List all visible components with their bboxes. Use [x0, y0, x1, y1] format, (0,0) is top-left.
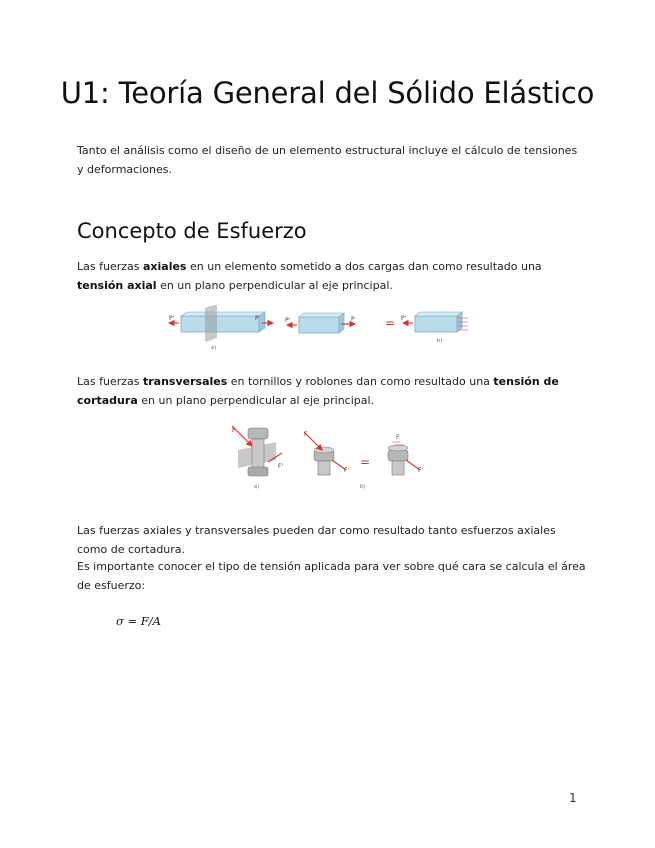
subfigure-label: b) [437, 338, 443, 344]
stress-area-paragraph: Es importante conocer el tipo de tensión aplicada para ver sobre qué cara se calcula el área de esfuerzo: [77, 560, 586, 592]
subfigure-label: a) [211, 345, 217, 351]
stressed-bar-segment [401, 312, 468, 344]
force-label: F [304, 431, 308, 438]
axial-paragraph [77, 258, 587, 295]
force-label: F' [418, 467, 424, 474]
cut-bolt [304, 431, 349, 475]
text-run: en un plano perpendicular al eje principal. [137, 393, 375, 407]
equals-sign: = [360, 455, 371, 469]
force-label: F [396, 434, 400, 441]
text-run: Las fuerzas [77, 260, 143, 273]
shear-force-figure [228, 420, 433, 492]
equals-sign: = [385, 316, 396, 330]
cut-bar-segment [285, 313, 355, 333]
force-label: P [255, 315, 259, 322]
cutting-plane [205, 305, 217, 342]
bold-term-transversales: transversales [142, 375, 228, 388]
force-label: F' [344, 467, 350, 474]
bolt-assembly [232, 426, 283, 490]
transverse-paragraph [77, 373, 587, 410]
page-title: U1: Teoría General del Sólido Elástico [60, 76, 595, 110]
bold-term-tension-axial: tensión axial [77, 278, 157, 292]
text-run: en tornillos y roblones dan como resultado una [227, 375, 494, 388]
force-label: P' [169, 315, 175, 322]
intro-paragraph: Tanto el análisis como el diseño de un elemento estructural incluye el cálculo de tensiones y deformaciones. [77, 144, 578, 176]
page-number: 1 [569, 791, 577, 805]
force-label: F' [278, 463, 284, 470]
text-run: en un elemento sometido a dos cargas dan como resultado una [186, 260, 542, 273]
axial-force-figure [165, 305, 490, 351]
text-run: Las fuerzas [77, 375, 143, 388]
force-label: P' [401, 315, 407, 322]
force-label: P' [285, 317, 291, 324]
section-heading: Concepto de Esfuerzo [77, 219, 307, 243]
bold-term-tension-cortadura: tensión de cortadura [77, 375, 559, 407]
combined-forces-paragraph: Las fuerzas axiales y transversales pueden dar como resultado tanto esfuerzos axiales como de cortadura. [77, 524, 556, 556]
bar-with-plane [169, 305, 273, 351]
force-label: F [232, 427, 236, 434]
subfigure-label: a) [254, 484, 260, 490]
stress-formula: σ = F/A [116, 614, 161, 628]
text-run: en un plano perpendicular al eje principal. [156, 278, 393, 292]
force-label: P [351, 316, 355, 323]
bold-term-axiales: axiales [142, 260, 187, 273]
subfigure-label: b) [360, 484, 366, 490]
